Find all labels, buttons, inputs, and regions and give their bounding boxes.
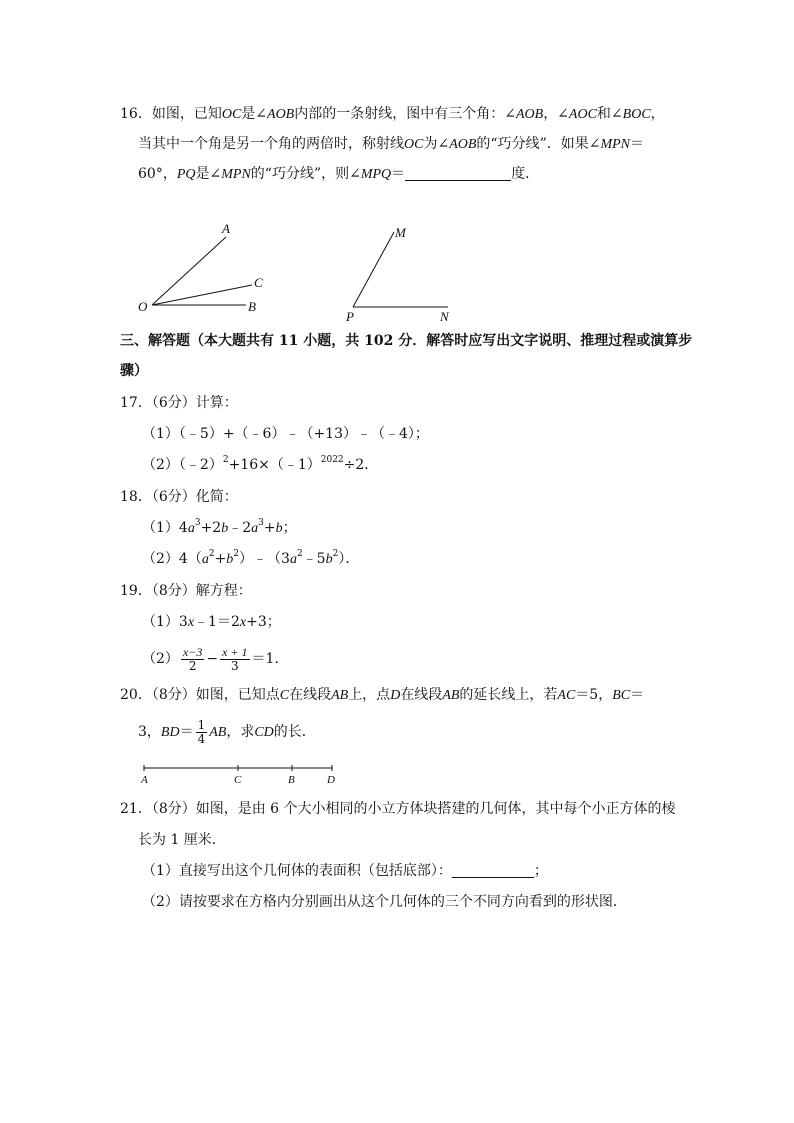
label-c: C xyxy=(234,774,242,786)
section-3-header-line-1: 三、解答题（本大题共有 11 小题，共 102 分．解答时应写出文字说明、推理过程或演算步 xyxy=(120,333,693,349)
ray-pm xyxy=(353,232,394,307)
label-d: D xyxy=(327,774,335,786)
q17-part-2: （2）（﹣2）$^2$+16×（﹣1）$^{2022}$÷2． xyxy=(142,455,379,473)
ray-oa xyxy=(152,237,226,305)
q16-answer-blank[interactable] xyxy=(405,166,511,181)
label-o: O xyxy=(138,299,148,314)
q21-line-1: 21．（8分）如图，是由 6 个大小相同的小立方体块搭建的几何体，其中每个小正方体的棱 xyxy=(120,801,676,817)
q18-part-1: $(1)4a^3+2b﹣2a^3+b$； xyxy=(142,518,297,536)
label-c: C xyxy=(254,275,263,290)
q19-part-1: （1）3x﹣1＝2x+3； xyxy=(142,614,281,630)
section-3-header-line-2: 骤） xyxy=(120,363,148,379)
q20-line-2: 3，BD＝ $\frac{1}{4}$ AB，求CD的长． xyxy=(138,717,316,746)
label-a: A xyxy=(222,221,230,236)
label-b: B xyxy=(248,299,256,314)
q18-title: 18．（6分）化简： xyxy=(120,489,238,505)
q21-part-2: （2）请按要求在方格内分别画出从这个几何体的三个不同方向看到的形状图． xyxy=(142,894,627,910)
figure-angle-mpn xyxy=(340,220,470,325)
q16-line-3: 60°，PQ是∠MPN的“巧分线”，则∠MPQ＝ 度． xyxy=(138,166,540,182)
ray-oc xyxy=(152,285,252,305)
q18-part-2: $(2)4(a^2+b^2)﹣(3a^2﹣5b^2)$． xyxy=(142,549,360,567)
label-m: M xyxy=(395,225,406,240)
label-b: B xyxy=(288,774,295,786)
q16-line-1: 16．如图，已知OC是∠AOB内部的一条射线，图中有三个角：∠AOB，∠AOC和∠BOC， xyxy=(120,106,665,122)
q16-line-2: 当其中一个角是另一个角的两倍时，称射线OC为∠AOB的“巧分线”．如果∠MPN＝ xyxy=(138,136,645,152)
q17-title: 17．（6分）计算： xyxy=(120,395,238,411)
label-a: A xyxy=(141,774,148,786)
figure-line-segment xyxy=(136,760,346,786)
q20-line-1: 20．（8分）如图，已知点C在线段AB上，点D在线段AB的延长线上，若AC＝5，BC＝ xyxy=(120,687,645,703)
q17-part-1: （1）（﹣5）+（﹣6）﹣（+13）﹣（﹣4）； xyxy=(142,426,429,442)
q21-line-2: 长为 1 厘米． xyxy=(138,832,226,848)
q21-part-1: （1）直接写出这个几何体的表面积（包括底部）： ； xyxy=(142,863,548,879)
label-n: N xyxy=(440,309,449,324)
fraction-x-plus-1-over-3: $\frac{x + 1}{3}$ xyxy=(222,644,248,673)
q19-part-2: （2） $\frac{x-3}{2}$ − $\frac{x + 1}{3}$ ＝1． xyxy=(142,644,289,673)
q19-title: 19．（8分）解方程： xyxy=(120,583,252,599)
figure-angle-aob xyxy=(130,215,280,325)
fraction-one-quarter: $\frac{1}{4}$ xyxy=(197,717,206,746)
label-p: P xyxy=(346,309,354,324)
q21-answer-blank[interactable] xyxy=(452,863,534,878)
fraction-x-minus-3-over-2: $\frac{x-3}{2}$ xyxy=(182,644,203,673)
